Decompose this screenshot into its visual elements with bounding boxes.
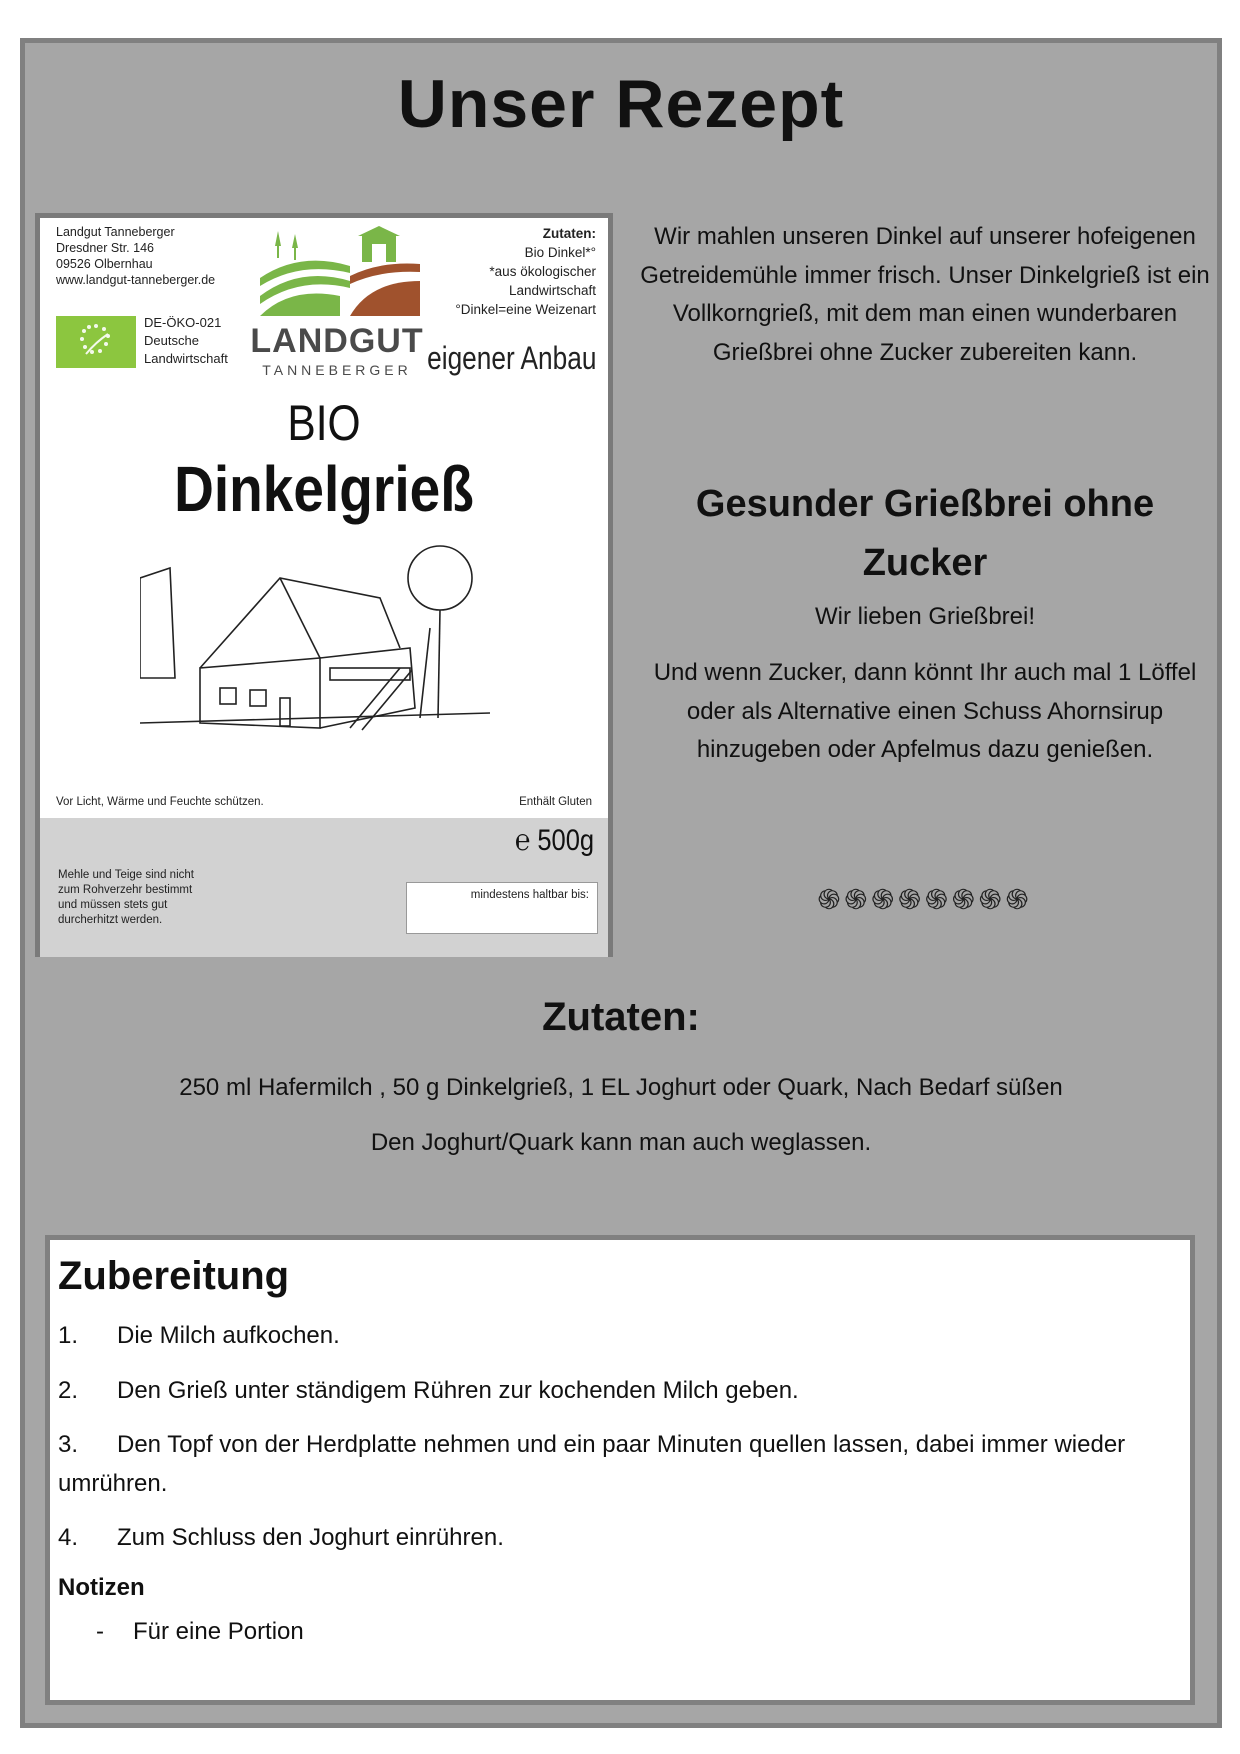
own-crop-text: eigener Anbau [426,340,596,376]
farmhouse-illustration [140,538,490,748]
eu-organic-logo [56,316,136,368]
sweetening-tip: Und wenn Zucker, dann könnt Ihr auch mal 1 Löffel oder als Alternative einen Schuss Ahornsirup hinzugeben oder Apfelmus dazu genießen. [653,659,1197,763]
ingredients-line: Landwirtschaft [508,283,596,298]
address-line: 09526 Olbernhau [56,257,153,271]
step-number: 3. [58,1431,79,1458]
recipe-subheading: Gesunder Grießbrei ohne Zucker [695,483,1155,584]
note-item [58,1618,1182,1646]
product-name: Dinkelgrieß [174,453,474,525]
step-text: Den Grieß unter ständigem Rühren zur kochenden Milch geben. [117,1376,799,1404]
label-address [56,224,215,288]
address-line: Landgut Tanneberger [56,225,175,239]
label-ingredients-title: Zutaten: [542,226,596,241]
ingredients-line: °Dinkel=eine Weizenart [455,302,596,317]
net-weight: ℮ 500g [514,824,594,857]
label-ingredients [455,224,596,319]
raw-consumption-warning [58,868,194,928]
warning-line: durcherhitzt werden. [58,914,163,926]
ingredients-line: Bio Dinkel*° [524,245,596,260]
label-top [40,218,608,818]
step-number: 4. [58,1524,79,1551]
preparation-step [58,1519,1182,1558]
label-bottom [40,818,608,957]
preparation-heading: Zubereitung [58,1254,290,1298]
preparation-step [58,1426,1182,1503]
product-label-image [35,213,613,957]
warning-line: zum Rohverzehr bestimmt [58,884,193,896]
brand-name: LANDGUT [250,322,424,360]
ingredients-line: *aus ökologischer [489,264,596,279]
intro-text: Wir mahlen unseren Dinkel auf unserer hofeigenen Getreidemühle immer frisch. Unser Dinkelgrieß ist ein Vollkorngrieß, mit dem man einen wunderbaren Grießbrei ohne Zucker zubereiten kann. [640,223,1210,366]
eco-line: Landwirtschaft [144,351,228,366]
preparation-step [58,1317,1182,1356]
step-text: Die Milch aufkochen. [117,1322,340,1349]
page-title: Unser Rezept [397,66,845,142]
preparation-box [45,1235,1195,1705]
storage-note: Vor Licht, Wärme und Feuchte schützen. [56,796,264,808]
step-number: 2. [58,1376,79,1404]
step-text: Den Topf von der Herdplatte nehmen und ein paar Minuten quellen lassen, dabei immer wieder umrühren. [58,1431,1126,1497]
gluten-note: Enthält Gluten [519,796,592,808]
address-line: www.landgut-tanneberger.de [56,273,216,287]
address-line: Dresdner Str. 146 [56,241,154,255]
best-before-box: mindestens haltbar bis: [406,882,598,934]
eco-line: Deutsche [144,333,199,348]
warning-line: und müssen stets gut [58,899,168,911]
ornament-divider: ֍֍֍֍֍֍֍֍ [817,884,1033,915]
note-dash: - [96,1617,104,1645]
ingredients-heading: Zutaten: [542,995,700,1039]
bio-text: BIO [287,395,361,451]
eco-certificate [144,314,228,368]
love-text: Wir lieben Grießbrei! [814,603,1036,630]
notes-heading: Notizen [58,1573,145,1601]
eco-line: DE-ÖKO-021 [144,315,222,330]
page-frame [20,38,1222,1728]
warning-line: Mehle und Teige sind nicht [58,869,194,881]
farm-fields-logo [250,226,420,316]
step-number: 1. [58,1322,79,1349]
ingredients-list: 250 ml Hafermilch , 50 g Dinkelgrieß, 1 EL Joghurt oder Quark, Nach Bedarf süßen [179,1074,1063,1101]
preparation-step [58,1372,1182,1411]
brand-subtitle: TANNEBERGER [262,362,412,378]
note-text: Für eine Portion [133,1617,304,1645]
ingredients-note: Den Joghurt/Quark kann man auch weglassen. [370,1129,872,1156]
step-text: Zum Schluss den Joghurt einrühren. [117,1524,504,1551]
